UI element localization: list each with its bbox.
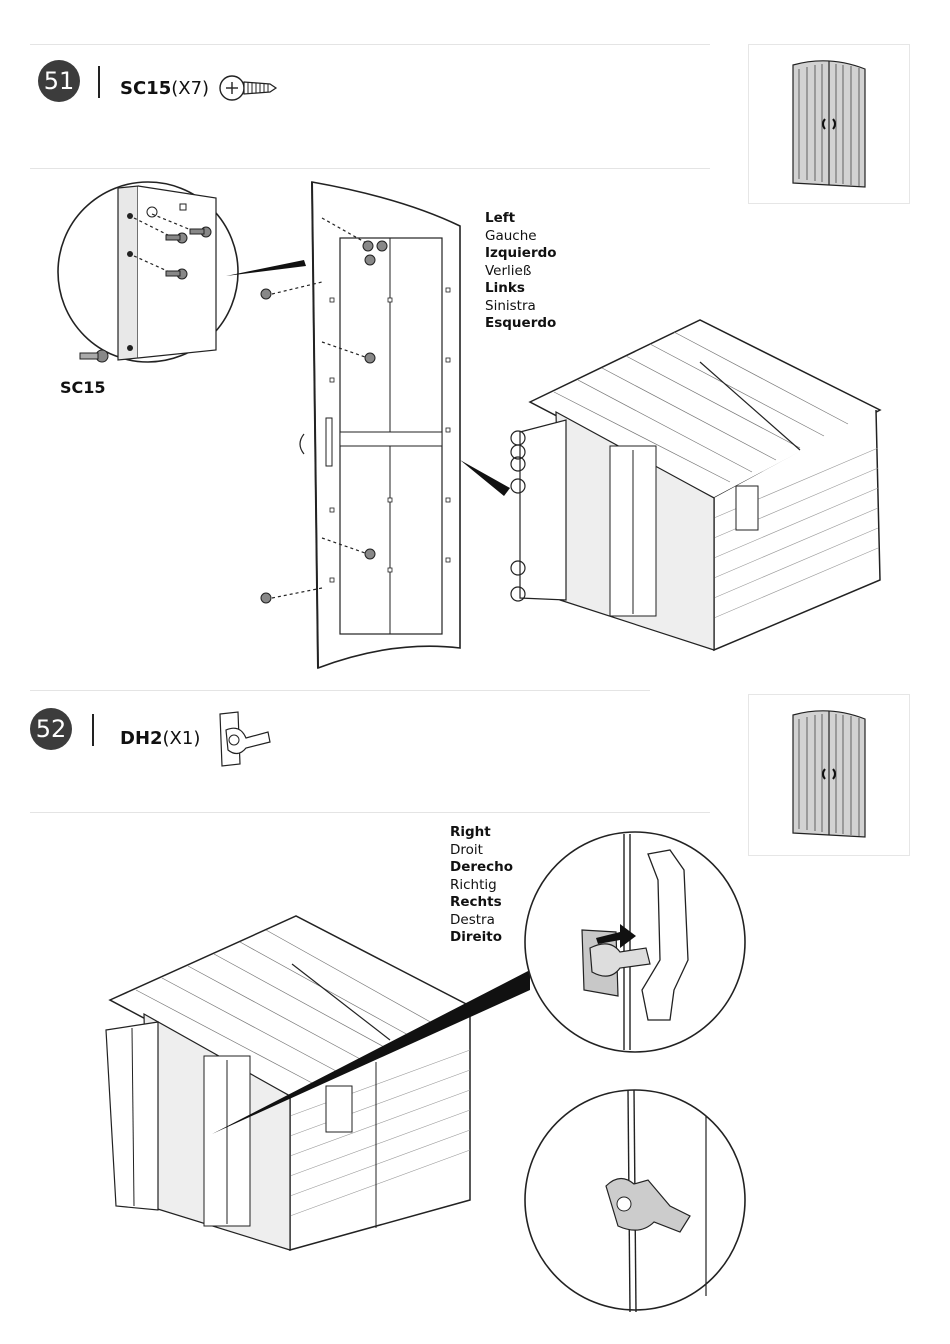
step-51-thumbnail-box: [748, 44, 910, 204]
double-door-thumbnail-icon: [789, 59, 869, 189]
double-door-thumbnail-icon: [789, 709, 869, 839]
lang-left-de-1: Verließ: [485, 262, 532, 279]
step-52-zoom-detail-installed: [520, 1076, 750, 1326]
step-52-part-label: [120, 728, 200, 749]
step-51-shed-illustration: [500, 310, 890, 660]
step-52-separator: [92, 714, 94, 746]
step-52-part-code: DH2: [120, 728, 163, 749]
lang-right-es: Derecho: [450, 859, 514, 875]
step-51-part-code: SC15: [120, 78, 172, 99]
sc15-callout-label: SC15: [60, 378, 106, 397]
step-51-part-label: [120, 78, 209, 99]
step-divider-rule: [30, 690, 650, 691]
lang-right-pt: Direito: [450, 929, 503, 945]
door-handle-part-icon: [216, 708, 276, 768]
lang-left-en: Left: [485, 210, 516, 226]
sc15-loose-screw-icon: [76, 346, 116, 366]
step-52-thumbnail-box: [748, 694, 910, 856]
step-51-number: 51: [43, 67, 75, 95]
lang-right-en: Right: [450, 824, 491, 840]
step-51-separator: [98, 66, 100, 98]
lang-left-es: Izquierdo: [485, 245, 557, 261]
lang-left-de-2: Links: [485, 280, 525, 296]
top-rule: [30, 44, 710, 45]
step-52-part-qty: (X1): [162, 728, 201, 749]
step-51-header-rule: [30, 168, 710, 169]
lang-right-it: Destra: [450, 911, 495, 928]
lang-left-pt: Esquerdo: [485, 315, 557, 331]
lang-left-fr: Gauche: [485, 227, 537, 244]
step-52-header-rule: [30, 812, 710, 813]
step-51-badge: [38, 60, 80, 102]
screw-icon: [218, 70, 278, 110]
lang-right-de-2: Rechts: [450, 894, 502, 910]
step-52-badge: [30, 708, 72, 750]
step-51-door-panel: [252, 178, 482, 678]
step-52-shed-illustration: [100, 910, 520, 1260]
step-51-part-qty: (X7): [171, 78, 210, 99]
step-52-number: 52: [35, 715, 67, 743]
step-52-zoom-detail-install: [520, 820, 750, 1070]
lang-left-it: Sinistra: [485, 297, 536, 314]
lang-right-fr: Droit: [450, 841, 483, 858]
lang-right-de-1: Richtig: [450, 876, 497, 893]
